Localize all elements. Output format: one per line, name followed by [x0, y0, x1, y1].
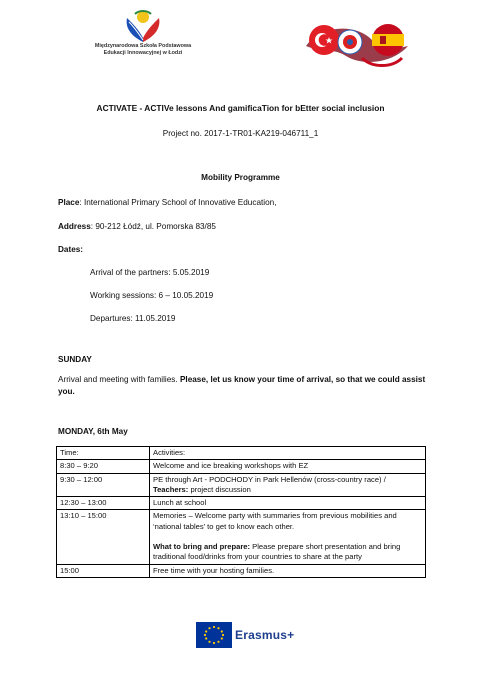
sunday-text — [58, 374, 428, 398]
row-time: 15:00 — [57, 564, 150, 577]
activity-text: Memories – Welcome party with summaries from previous mobilities and ‘national tables’ to get to know each other. — [153, 511, 397, 531]
row-activity: Free time with your hosting families. — [150, 564, 426, 577]
dates-label: Dates: — [58, 245, 84, 254]
erasmus-plus-logo — [196, 622, 300, 648]
row-time: 8:30 – 9:20 — [57, 460, 150, 473]
row-activity: Welcome and ice breaking workshops with EZ — [150, 460, 426, 473]
activity-bold: Teachers: — [153, 484, 189, 494]
school-logo — [113, 8, 173, 44]
date-departures: Departures: 11.05.2019 — [90, 314, 176, 323]
place-value: : International Primary School of Innovative Education, — [79, 198, 277, 207]
table-header-row — [57, 447, 426, 460]
row-activity: Lunch at school — [150, 497, 426, 510]
programme-title: Mobility Programme — [201, 173, 280, 182]
row-time: 12:30 – 13:00 — [57, 497, 150, 510]
place-label: Place — [58, 198, 80, 207]
sunday-text-bold: Please, let us know your time of arrival, so that we could assist you. — [58, 375, 426, 396]
project-number: Project no. 2017-1-TR01-KA219-046711_1 — [162, 129, 319, 138]
table-row — [57, 473, 426, 497]
activity-prepare — [153, 542, 422, 563]
table-row — [57, 510, 426, 564]
activity-text: project discussion — [188, 484, 251, 494]
sunday-text-plain: Arrival and meeting with families. — [58, 375, 180, 384]
row-activity — [150, 473, 426, 497]
activity-text: PE through Art - PODCHODY in Park Hellenów (cross-country race) / — [153, 474, 386, 484]
activity-bold: What to bring and prepare: — [153, 542, 251, 552]
address-line — [58, 222, 216, 231]
sunday-heading: SUNDAY — [58, 355, 92, 364]
erasmus-wordmark: Erasmus+ — [235, 628, 295, 642]
address-label: Address — [58, 222, 91, 231]
table-row — [57, 564, 426, 577]
eu-flag-icon — [196, 622, 232, 648]
place-line — [58, 198, 276, 207]
school-name-line-1: Międzynarodowa Szkoła Podstawowa — [94, 43, 192, 49]
activity-text: Please prepare short presentation and bring traditional food/drinks from your countries to share at the party — [153, 542, 401, 562]
date-arrival: Arrival of the partners: 5.05.2019 — [90, 268, 210, 277]
monday-schedule-table — [56, 446, 426, 578]
school-name-line-2: Edukacji Innowacyjnej w Łodzi — [103, 49, 183, 56]
row-time: 9:30 – 12:00 — [57, 473, 150, 497]
address-value: : 90-212 Łódź, ul. Pomorska 83/85 — [90, 222, 216, 231]
activities-column-header: Activities: — [150, 447, 426, 460]
table-row — [57, 497, 426, 510]
document-title: ACTIVATE - ACTIVe lessons And gamificaTion for bEtter social inclusion — [96, 103, 385, 113]
school-name — [82, 43, 204, 56]
partner-flags-logo — [302, 18, 412, 72]
row-activity — [150, 510, 426, 564]
row-time: 13:10 – 15:00 — [57, 510, 150, 564]
date-working-sessions: Working sessions: 6 – 10.05.2019 — [90, 291, 214, 300]
monday-heading: MONDAY, 6th May — [58, 427, 128, 436]
table-row — [57, 460, 426, 473]
time-column-header: Time: — [57, 447, 150, 460]
